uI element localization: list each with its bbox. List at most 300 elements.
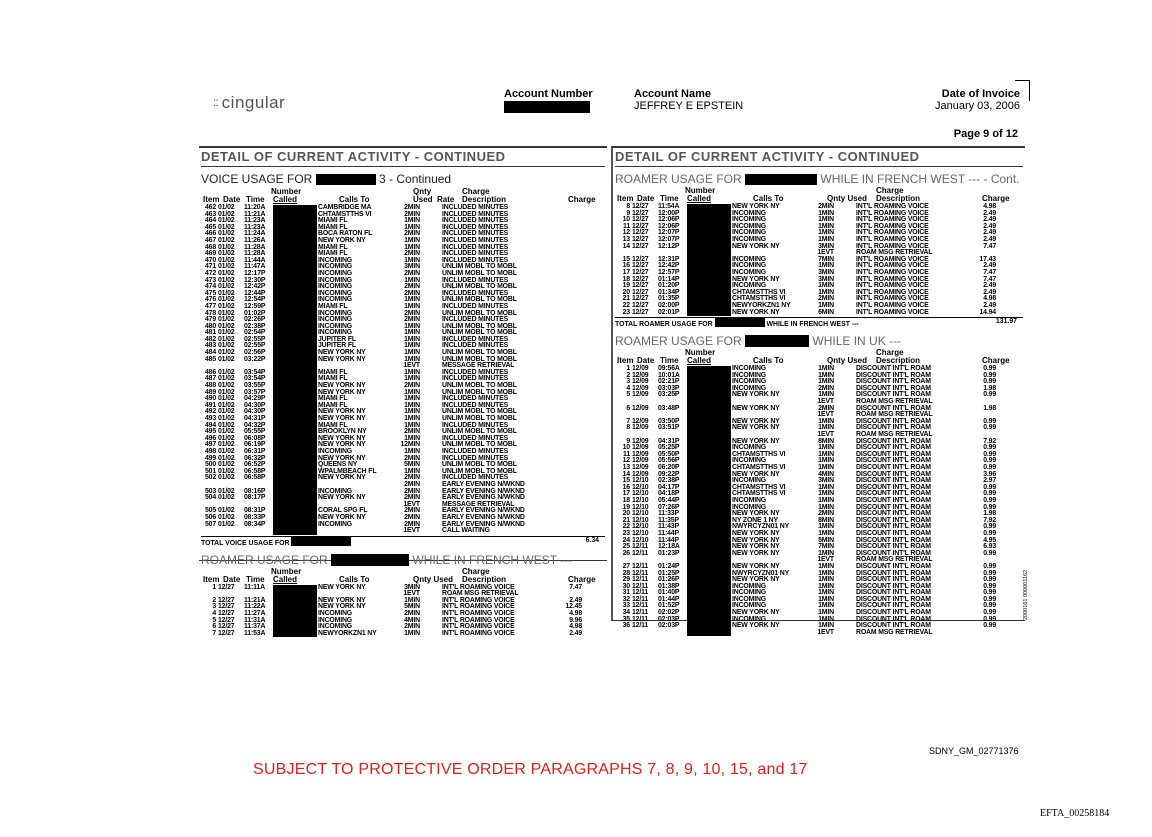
- calls-to-cell: NEW YORK NY: [732, 510, 780, 518]
- uk-header: [615, 349, 1023, 366]
- roamer-fw-cont-table: [615, 204, 997, 316]
- rate-cell: [421, 585, 441, 592]
- item-cell: 3: [212, 603, 216, 611]
- charge-cell: 2.49: [983, 235, 996, 243]
- called-redaction: [273, 495, 317, 502]
- description-cell: EARLY EVENING N/WKND: [442, 494, 525, 502]
- time-cell: 02:02P: [658, 609, 680, 617]
- calls-to-cell: NEW YORK NY: [732, 562, 780, 570]
- col-item: Item: [203, 574, 220, 584]
- time-cell: 08:16P: [244, 487, 266, 495]
- called-redaction: [687, 511, 731, 518]
- rate-cell: [421, 212, 441, 219]
- date-cell: 01/02: [218, 342, 235, 350]
- charge-cell: 0.99: [983, 609, 996, 617]
- description-cell: INT'L ROAMING VOICE: [856, 222, 929, 230]
- called-redaction: [687, 237, 731, 244]
- rate-cell: [421, 311, 441, 318]
- date-cell: 01/02: [218, 454, 235, 462]
- date-cell: 12/11: [632, 602, 649, 610]
- description-cell: INCLUDED MINUTES: [442, 256, 509, 264]
- rate-cell: [421, 409, 441, 416]
- rate-cell: [421, 403, 441, 410]
- charge-cell: [955, 630, 997, 637]
- description-cell: EARLY EVENING N/WKND: [442, 520, 525, 528]
- qnty-cell: 3MIN: [404, 583, 420, 591]
- rate-cell: [421, 624, 441, 631]
- description-cell: DISCOUNT INT'L ROAM: [856, 615, 931, 623]
- qnty-cell: 1MIN: [404, 236, 420, 244]
- called-redaction: [273, 528, 317, 535]
- item-cell: 486: [204, 368, 216, 376]
- qnty-cell: 8MIN: [818, 516, 834, 524]
- rate-cell: [421, 297, 441, 304]
- rate-cell: [421, 324, 441, 331]
- calls-to-cell: INCOMING: [318, 520, 353, 528]
- time-cell: 01:14P: [658, 275, 680, 283]
- calls-to-cell: NEW YORK NY: [732, 543, 780, 551]
- rate-cell: [421, 225, 441, 232]
- rate-cell: [421, 284, 441, 291]
- description-cell: MESSAGE RETRIEVAL: [442, 500, 515, 508]
- item-cell: 496: [204, 434, 216, 442]
- roamer-fw-title: [201, 553, 605, 567]
- rate-cell: [835, 270, 855, 277]
- description-cell: UNLIM MOBL TO MOBL: [442, 329, 517, 337]
- description-cell: UNLIM MOBL TO MOBL: [442, 269, 517, 277]
- time-cell: 11:43P: [658, 523, 679, 531]
- called-redaction: [273, 304, 317, 311]
- rate-cell: [421, 363, 441, 370]
- time-cell: 12:57P: [658, 268, 680, 276]
- date-cell: 12/10: [632, 490, 649, 498]
- called-redaction: [273, 297, 317, 304]
- item-cell: 1: [626, 365, 630, 373]
- qnty-cell: 1MIN: [818, 209, 834, 217]
- charge-cell: [541, 350, 583, 357]
- charge-cell: 7.92: [983, 437, 996, 445]
- description-cell: INCLUDED MINUTES: [442, 447, 509, 455]
- qnty-cell: 1MIN: [818, 622, 834, 630]
- rate-cell: [835, 204, 855, 211]
- calls-to-cell: INCOMING: [318, 616, 353, 624]
- col-called: Called: [687, 194, 712, 203]
- qnty-cell: 2MIN: [404, 283, 420, 291]
- called-redaction: [273, 390, 317, 397]
- called-redaction: [273, 515, 317, 522]
- date-cell: 12/27: [632, 235, 649, 243]
- logo-dots-icon: ::: [213, 95, 218, 109]
- rate-cell: [835, 439, 855, 446]
- charge-cell: 0.99: [983, 378, 996, 386]
- charge-cell: [541, 376, 583, 383]
- called-redaction: [273, 343, 317, 350]
- qnty-cell: 2MIN: [404, 494, 420, 502]
- called-redaction: [687, 491, 731, 498]
- charge-cell: 0.99: [983, 569, 996, 577]
- calls-to-cell: NEW YORK NY: [732, 437, 780, 445]
- qnty-cell: 1MIN: [404, 415, 420, 422]
- called-redaction: [687, 458, 731, 465]
- description-cell: INCLUDED MINUTES: [442, 434, 509, 442]
- item-cell: 497: [204, 441, 216, 449]
- qnty-cell: 1MIN: [404, 256, 420, 264]
- qnty-cell: 1MIN: [404, 217, 420, 225]
- time-cell: 08:17P: [244, 494, 266, 502]
- calls-to-cell: NEW YORK NY: [318, 494, 366, 502]
- called-redaction: [687, 485, 731, 492]
- rate-cell: [835, 244, 855, 251]
- item-cell: 490: [204, 395, 216, 403]
- item-cell: 18: [622, 275, 630, 283]
- called-redaction: [273, 291, 317, 298]
- col-qnty-top: Qnty: [413, 187, 432, 196]
- description-cell: INCLUDED MINUTES: [442, 335, 509, 343]
- rate-cell: [421, 291, 441, 298]
- item-cell: 13: [622, 464, 630, 471]
- description-cell: DISCOUNT INT'L ROAM: [856, 562, 931, 570]
- date-cell: 01/02: [218, 204, 235, 211]
- qnty-cell: 3MIN: [818, 477, 834, 485]
- rate-cell: [421, 475, 441, 482]
- roamer-title-a: ROAMER USAGE FOR: [201, 552, 328, 567]
- item-cell: 507: [204, 520, 216, 528]
- col-time: Time: [246, 195, 265, 204]
- charge-cell: 0.99: [983, 365, 996, 373]
- calls-to-cell: INCOMING: [318, 329, 353, 337]
- item-cell: 23: [622, 529, 630, 537]
- calls-to-cell: JUPITER FL: [318, 342, 356, 350]
- time-cell: 07:26P: [658, 503, 680, 511]
- called-redaction: [273, 370, 317, 377]
- description-cell: INCLUDED MINUTES: [442, 250, 509, 258]
- date-cell: 01/02: [218, 349, 235, 357]
- calls-to-cell: CORAL SPG FL: [318, 507, 368, 515]
- time-cell: 02:55P: [244, 342, 266, 350]
- calls-to-cell: INCOMING: [732, 457, 767, 465]
- item-cell: 21: [622, 516, 630, 524]
- date-cell: 12/27: [632, 255, 649, 263]
- time-cell: 11:44P: [658, 536, 679, 544]
- qnty-cell: 1MIN: [404, 467, 420, 475]
- date-cell: 12/11: [632, 582, 649, 590]
- date-cell: 12/09: [632, 391, 649, 399]
- description-cell: UNLIM MOBL TO MOBL: [442, 355, 517, 363]
- called-redaction: [273, 271, 317, 278]
- item-cell: 501: [204, 467, 216, 475]
- rate-cell: [835, 518, 855, 525]
- rate-cell: [835, 237, 855, 244]
- col-date: Date: [223, 574, 241, 584]
- date-cell: 12/27: [218, 610, 235, 618]
- called-redaction: [687, 623, 731, 630]
- table-row: [615, 310, 997, 317]
- qnty-cell: 1MIN: [818, 450, 834, 458]
- time-cell: 11:53A: [244, 629, 266, 637]
- charge-cell: 0.99: [983, 457, 996, 465]
- qnty-cell: 12MIN: [400, 441, 420, 449]
- time-cell: 11:20A: [244, 204, 266, 211]
- item-cell: 498: [204, 447, 216, 455]
- item-cell: 479: [204, 316, 216, 324]
- rate-cell: [835, 412, 855, 419]
- item-cell: 4: [626, 384, 630, 392]
- item-cell: 10: [622, 444, 630, 452]
- charge-cell: 2.49: [983, 209, 996, 217]
- qnty-cell: 2MIN: [404, 269, 420, 277]
- called-redaction: [273, 357, 317, 364]
- col-charge: Charge: [982, 194, 1010, 203]
- description-cell: DISCOUNT INT'L ROAM: [856, 536, 931, 544]
- called-redaction: [687, 250, 731, 257]
- rate-cell: [421, 611, 441, 618]
- item-cell: 28: [622, 569, 630, 577]
- date-cell: 01/02: [218, 289, 235, 297]
- time-cell: 03:57P: [244, 388, 266, 396]
- called-redaction: [273, 278, 317, 285]
- charge-cell: 7.47: [983, 242, 996, 250]
- description-cell: DISCOUNT INT'L ROAM: [856, 464, 931, 471]
- date-cell: 12/27: [632, 295, 649, 303]
- charge-cell: [541, 291, 583, 298]
- rate-cell: [421, 436, 441, 443]
- description-cell: INT'L ROAMING VOICE: [856, 268, 929, 276]
- qnty-cell: 1EVT: [403, 362, 420, 370]
- charge-cell: 2.49: [983, 288, 996, 296]
- item-cell: 14: [622, 242, 630, 250]
- time-cell: 02:00P: [658, 301, 680, 309]
- protective-order-notice: SUBJECT TO PROTECTIVE ORDER PARAGRAPHS 7, 8, 9, 10, 15, and 17: [253, 761, 808, 778]
- time-cell: 11:37A: [244, 623, 266, 631]
- qnty-cell: 1EVT: [817, 556, 834, 564]
- time-cell: 06:32P: [244, 454, 266, 462]
- charge-cell: [541, 231, 583, 238]
- description-cell: INT'L ROAMING VOICE: [856, 262, 929, 270]
- calls-to-cell: MIAMI FL: [318, 421, 348, 429]
- calls-to-cell: NEW YORK NY: [732, 417, 780, 425]
- item-cell: 3: [626, 378, 630, 386]
- time-cell: 03:55P: [244, 382, 266, 390]
- called-redaction: [273, 482, 317, 489]
- charge-cell: 0.99: [983, 444, 996, 452]
- calls-to-cell: NEW YORK NY: [318, 415, 366, 422]
- time-cell: 11:28A: [244, 243, 266, 251]
- rate-cell: [835, 623, 855, 630]
- date-cell: 12/11: [632, 543, 649, 551]
- qnty-cell: 1MIN: [404, 434, 420, 442]
- item-cell: 17: [622, 490, 630, 498]
- item-cell: 466: [204, 230, 216, 238]
- charge-cell: 0.99: [983, 595, 996, 603]
- called-redaction: [687, 498, 731, 505]
- rate-cell: [835, 603, 855, 610]
- rate-cell: [421, 416, 441, 423]
- description-cell: DISCOUNT INT'L ROAM: [856, 391, 931, 399]
- rate-cell: [421, 251, 441, 258]
- charge-cell: [541, 284, 583, 291]
- date-cell: 12/09: [632, 371, 649, 379]
- rate-cell: [421, 528, 441, 535]
- description-cell: INT'L ROAMING VOICE: [856, 235, 929, 243]
- called-redaction: [273, 383, 317, 390]
- qnty-cell: 2MIN: [404, 480, 420, 488]
- rate-cell: [421, 456, 441, 463]
- col-time: Time: [246, 574, 265, 584]
- charge-cell: [541, 456, 583, 463]
- qnty-cell: 3MIN: [818, 275, 834, 283]
- calls-to-cell: INCOMING: [318, 276, 353, 284]
- calls-to-cell: NEW YORK NY: [732, 242, 780, 250]
- date-cell: 12/27: [632, 209, 649, 217]
- rate-cell: [421, 482, 441, 489]
- charge-cell: [541, 337, 583, 344]
- item-cell: 32: [622, 595, 630, 603]
- charge-cell: [541, 245, 583, 252]
- charge-cell: 0.99: [983, 602, 996, 610]
- col-qnty-used: Qnty Used: [827, 356, 868, 366]
- charge-cell: 14.94: [979, 308, 996, 316]
- description-cell: DISCOUNT INT'L ROAM: [856, 516, 931, 524]
- col-charge-top: Charge: [876, 186, 904, 195]
- charge-cell: [541, 324, 583, 331]
- called-redaction: [273, 631, 317, 638]
- account-name: JEFFREY E EPSTEIN: [634, 100, 744, 112]
- charge-cell: 0.99: [983, 622, 996, 630]
- charge-cell: 4.98: [569, 623, 582, 631]
- date-cell: 01/02: [218, 395, 235, 403]
- calls-to-cell: NEW YORK NY: [732, 308, 780, 316]
- called-redaction: [273, 442, 317, 449]
- rate-cell: [421, 238, 441, 245]
- rate-cell: [421, 522, 441, 529]
- qnty-cell: 4MIN: [818, 470, 834, 478]
- time-cell: 01:35P: [658, 295, 680, 303]
- calls-to-cell: CHTAMSTTHS VI: [732, 450, 786, 458]
- rate-cell: [835, 505, 855, 512]
- rate-cell: [835, 432, 855, 439]
- calls-to-cell: NWYRCYZN01 NY: [732, 569, 790, 577]
- calls-to-cell: NEW YORK NY: [318, 349, 366, 357]
- item-cell: 463: [204, 210, 216, 218]
- redaction: [331, 554, 409, 566]
- qnty-cell: 1MIN: [818, 391, 834, 399]
- col-charge: Charge: [568, 195, 596, 204]
- called-redaction: [687, 263, 731, 270]
- voice-title-b: 3 - Continued: [379, 172, 452, 186]
- calls-to-cell: INCOMING: [318, 296, 353, 304]
- calls-to-cell: INCOMING: [732, 589, 767, 597]
- qnty-cell: 2MIN: [818, 295, 834, 303]
- called-redaction: [273, 502, 317, 509]
- charge-cell: 2.49: [983, 301, 996, 309]
- qnty-cell: 4MIN: [404, 616, 420, 624]
- description-cell: DISCOUNT INT'L ROAM: [856, 384, 931, 392]
- time-cell: 03:50P: [658, 417, 680, 425]
- qnty-cell: 1MIN: [818, 582, 834, 590]
- date-cell: 01/02: [218, 415, 235, 422]
- charge-cell: [541, 271, 583, 278]
- date-cell: 12/09: [632, 365, 649, 373]
- rate-cell: [421, 508, 441, 515]
- description-cell: EARLY EVENING N/WKND: [442, 507, 525, 515]
- called-redaction: [273, 475, 317, 482]
- time-cell: 05:55P: [244, 428, 266, 436]
- rate-cell: [421, 604, 441, 611]
- calls-to-cell: NEW YORK NY: [732, 536, 780, 544]
- date-cell: 12/11: [632, 576, 649, 584]
- charge-cell: [541, 258, 583, 265]
- corner-mark: [1015, 80, 1030, 101]
- col-description: Description: [462, 195, 507, 204]
- date-cell: 01/02: [218, 494, 235, 502]
- description-cell: DISCOUNT INT'L ROAM: [856, 549, 931, 557]
- item-cell: 492: [204, 408, 216, 416]
- rate-cell: [421, 278, 441, 285]
- called-redaction: [273, 317, 317, 324]
- item-cell: 1: [212, 583, 216, 591]
- called-redaction: [273, 264, 317, 271]
- called-redaction: [273, 363, 317, 370]
- qnty-cell: 8MIN: [818, 437, 834, 445]
- time-cell: 12:54P: [244, 296, 266, 304]
- date-cell: 01/02: [218, 335, 235, 343]
- calls-to-cell: NEW YORK NY: [318, 408, 366, 416]
- time-cell: 01:38P: [658, 582, 680, 590]
- description-cell: UNLIM MOBL TO MOBL: [442, 461, 517, 469]
- rate-cell: [421, 317, 441, 324]
- item-cell: 502: [204, 474, 216, 482]
- date-cell: 12/27: [218, 623, 235, 631]
- time-cell: 03:03P: [658, 384, 680, 392]
- calls-to-cell: NEW YORK NY: [318, 596, 366, 604]
- rate-cell: [421, 205, 441, 212]
- rate-cell: [421, 383, 441, 390]
- item-cell: 476: [204, 296, 216, 304]
- rate-cell: [835, 551, 855, 558]
- rate-cell: [835, 557, 855, 564]
- charge-cell: [541, 238, 583, 245]
- date-cell: 12/10: [632, 516, 649, 524]
- time-cell: 04:31P: [658, 437, 680, 445]
- uk-title-a: ROAMER USAGE FOR: [615, 334, 742, 349]
- called-redaction: [273, 624, 317, 631]
- rate-cell: [835, 458, 855, 465]
- qnty-cell: 1MIN: [818, 529, 834, 537]
- charge-cell: 4.98: [983, 295, 996, 303]
- calls-to-cell: CHTAMSTTHS VI: [732, 490, 786, 498]
- called-redaction: [273, 258, 317, 265]
- calls-to-cell: MIAMI FL: [318, 243, 348, 251]
- qnty-cell: 2MIN: [404, 210, 420, 218]
- description-cell: EARLY EVENING N/WKND: [442, 513, 525, 521]
- qnty-cell: 1MIN: [818, 282, 834, 290]
- description-cell: INCLUDED MINUTES: [442, 401, 509, 409]
- time-cell: 02:55P: [244, 335, 266, 343]
- description-cell: DISCOUNT INT'L ROAM: [856, 622, 931, 630]
- time-cell: 11:26A: [244, 236, 266, 244]
- date-cell: 01/02: [218, 355, 235, 363]
- date-cell: 01/02: [218, 368, 235, 376]
- time-cell: 01:25P: [658, 569, 680, 577]
- calls-to-cell: INCOMING: [318, 623, 353, 631]
- rate-cell: [835, 485, 855, 492]
- description-cell: DISCOUNT INT'L ROAM: [856, 417, 931, 425]
- date-cell: 01/02: [218, 243, 235, 251]
- time-cell: 04:30P: [244, 401, 266, 409]
- called-redaction: [687, 439, 731, 446]
- date-cell: 12/11: [632, 609, 649, 617]
- called-redaction: [273, 231, 317, 238]
